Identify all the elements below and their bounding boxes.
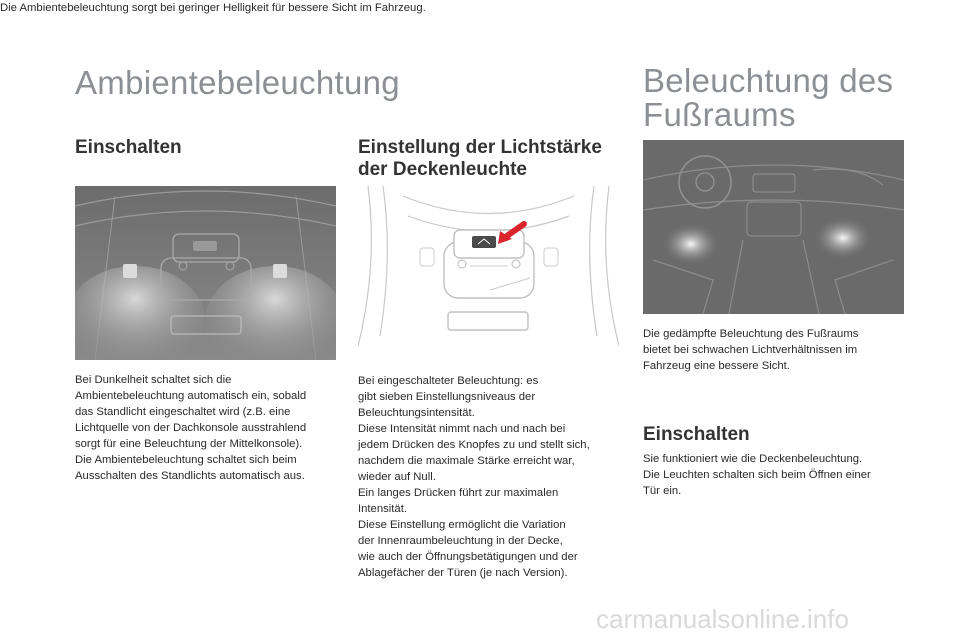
ambient-switch-on-heading: Einschalten — [75, 137, 182, 158]
text-line: Sie funktioniert wie die Deckenbeleuchtung. — [643, 453, 863, 465]
footwell-switch-on-text — [643, 451, 905, 499]
text-line: Diese Intensität nimmt nach und nach bei — [358, 423, 566, 435]
text-line: bietet bei schwachen Lichtverhältnissen im — [643, 344, 858, 356]
footwell-light-illustration — [643, 140, 904, 314]
adjust-heading — [358, 137, 618, 181]
text-line: Tür ein. — [643, 485, 682, 497]
text-line: Intensität. — [358, 503, 407, 515]
text-line: Beleuchtungsintensität. — [358, 407, 475, 419]
ambient-switch-on-text — [75, 372, 337, 484]
text-line: nachdem die maximale Stärke erreicht war, — [358, 455, 575, 467]
text-line: Ein langes Drücken führt zur maximalen — [358, 487, 559, 499]
text-line: Ambientebeleuchtung automatisch ein, sobald — [75, 390, 307, 402]
footwell-text — [643, 326, 905, 374]
text-line: jedem Drücken des Knopfes zu und stellt sich, — [358, 439, 590, 451]
ambient-light-illustration — [75, 186, 336, 360]
text-line: wie auch der Öffnungsbetätigungen und der — [358, 551, 578, 563]
text-line: Bei Dunkelheit schaltet sich die — [75, 374, 232, 386]
watermark: carmanualsonline.info — [596, 604, 849, 634]
text-line: sorgt für eine Beleuchtung der Mittelkonsole). — [75, 438, 303, 450]
text-line: Diese Einstellung ermöglicht die Variation — [358, 519, 566, 531]
text-line: das Standlicht eingeschaltet wird (z.B. eine — [75, 406, 291, 418]
ceiling-light-illustration — [358, 186, 619, 346]
text-line: Die gedämpfte Beleuchtung des Fußraums — [643, 328, 859, 340]
footwell-title-line1: Beleuchtung des — [643, 62, 894, 99]
text-line: Die Leuchten schalten sich beim Öffnen einer — [643, 469, 871, 481]
adjust-text — [358, 373, 620, 581]
adjust-heading-line1: Einstellung der Lichtstärke — [358, 137, 602, 158]
adjust-heading-line2: der Deckenleuchte — [358, 159, 527, 180]
text-line: Ausschalten des Standlichts automatisch aus. — [75, 470, 305, 482]
text-line: wieder auf Null. — [358, 471, 436, 483]
text-line: Bei eingeschalteter Beleuchtung: es — [358, 375, 539, 387]
text-line: der Innenraumbeleuchtung in der Decke, — [358, 535, 563, 547]
footwell-title — [643, 64, 903, 132]
ambient-title: Ambientebeleuchtung — [75, 64, 400, 101]
footwell-switch-on-heading: Einschalten — [643, 424, 750, 445]
text-line: Fahrzeug eine bessere Sicht. — [643, 360, 790, 372]
footwell-title-line2: Fußraums — [643, 96, 796, 133]
text-line: Ablagefächer der Türen (je nach Version). — [358, 567, 568, 579]
text-line: Die Ambientebeleuchtung schaltet sich beim — [75, 454, 297, 466]
text-line: gibt sieben Einstellungsniveaus der — [358, 391, 536, 403]
ambient-intro: Die Ambientebeleuchtung sorgt bei geringer Helligkeit für bessere Sicht im Fahrzeug. — [0, 2, 426, 14]
text-line: Lichtquelle von der Dachkonsole ausstrahlend — [75, 422, 307, 434]
intensity-button-icon — [472, 236, 496, 248]
